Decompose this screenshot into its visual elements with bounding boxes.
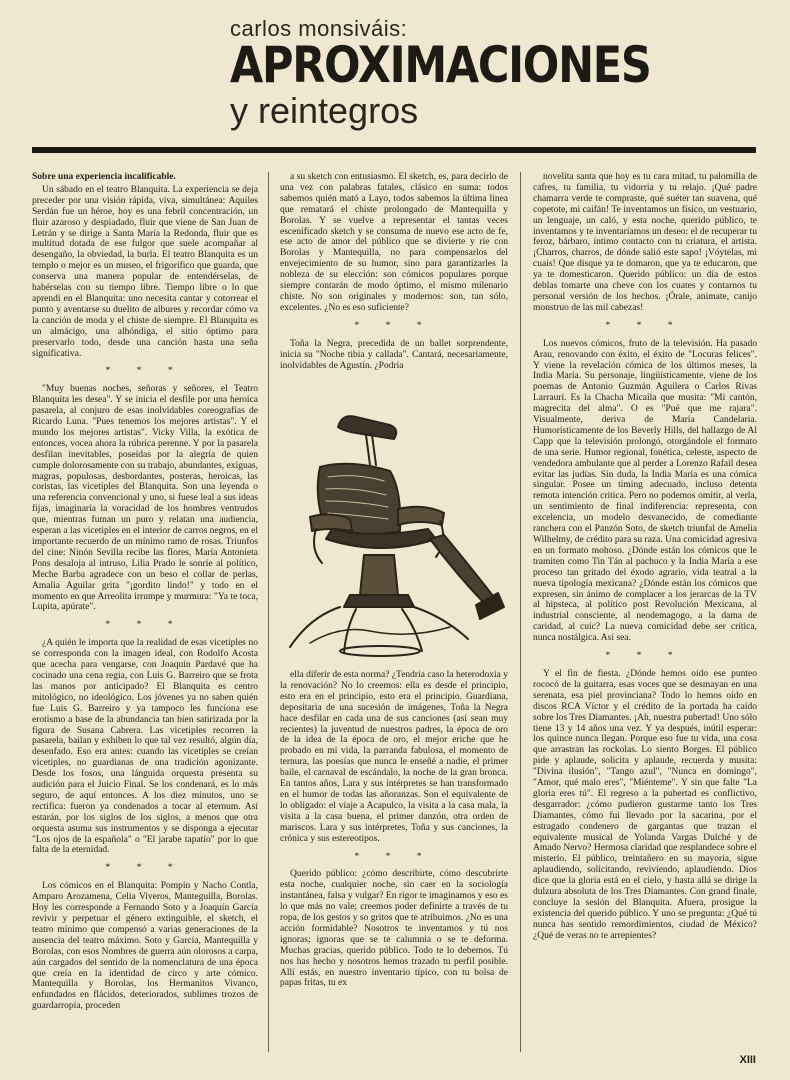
paragraph: Toña la Negra, precedida de un ballet sorprendente, inicia su "Noche tibia y callada". Cantará, necesariamente, inolvidables de Agustín. ¿Podría xyxy=(280,338,508,371)
column-2-top xyxy=(280,172,508,394)
paragraph: Querido público: ¿cómo describirte, cómo descubrirte esta noche, cualquier noche, sin caer en la sociología instantánea, falsa y vulgar? En rigor te imaginamos y eso es lo que más no vale; creemos poder definirte a través de tu ropa, de los gestos y so gritos que te atribuimos. ¿No es una acción formidable? Nosotros te inventamos y tú nos ignoras; ignoras que se te calumnia o se te deforma. Muchas gracias, querido público. Todo te lo debemos. Tú nos has hecho y nosotros hemos trazado tu perfil posible. Allí estás, en nuestro inventario típico, con tu bolsa de papas fritas, tu ex xyxy=(280,869,508,989)
paragraph: Un sábado en el teatro Blanquita. La experiencia se deja preceder por una visión rápida, viva, simultánea: Aquiles Serdán fue un héroe, hoy es una febril concentración, un fluir azaroso y despiadado, fluir que viene de San Juan de Letrán y se dirige a Santa María la Redonda, fluir que es multitud dotada de ese fulgor que suele acompañar al desengaño, la obviedad, la burla. El teatro Blanquita es un templo o mejor es un museo, el frigorífico que guarda, que conserva una manera popular de entendérselas, de habérselas con su tiempo libre. Tiempo libre o lo que aprendí en el Blanquita: uno necesita cantar y cotorrear el punto y aventarse su duelito de albures y recordar cómo va la canción de moda y el chiste de siempre. El Blanquita es un almácigo, una alhóndiga, el sitio óptimo para preservarlo todo, desde una canción hasta una seña significativa. xyxy=(32,184,258,359)
header-rule xyxy=(32,147,756,153)
author-name: carlos monsiváis: xyxy=(230,16,408,41)
section-separator: * * * xyxy=(354,851,434,862)
article-subtitle: y reintegros xyxy=(230,90,419,131)
article-header xyxy=(230,18,770,130)
paragraph: Los cómicos en el Blanquita: Pompín y Nacho Contla, Amparo Arozamena, Celia Viveros, Manteguilla, Borolas. Hoy les corresponde a Fernando Soto y a Joaquín García revivir y perpetuar el género extinguible, el sketch, el teatro mínimo que compensó a varias generaciones de la ausencia del teatro máximo. Soto y García, Mantequilla y Borolas, con esos Nombres de guerra aún olorosos a carpa, aún cargados del sentido de la nomenclatura de una época que creía en la identidad de circo y arte cómico. Mantequilla y Borolas, los Hermanitos Vivanco, enfundados en flácidos, deteriorados, sublimes trozos de guardarropía, proceden xyxy=(32,881,258,1012)
section-separator: * * * xyxy=(105,366,185,377)
page-number: XIII xyxy=(739,1054,756,1066)
column-2-bottom xyxy=(280,670,508,1060)
paragraph: Y el fin de fiesta. ¿Dónde hemos oído ese punteo rococó de la guitarra, esas voces que se desmayan en una serenata, esa piel provinciana? Todo lo hemos oído en discos RCA Víctor y el crédito de la portada ha caído sobre los Tres Diamantes. ¡Ah, nuestra pubertad! Uno sólo tiene 13 y 14 años una vez. Y ya después, inútil esperar: los quince nunca llegan. Porque eso fue tu vida, una cosa que arrastran las rockolas. Lo siento Borges. El público pide y aplaude, solicita y aplaude, recuerda y musita: "Divina ilusión", "Tango azul", "Nunca en domingo", "Amor, qué malo eres", "Miénteme". Y sin que falte "La gloria eres tú". El regreso a la pubertad es conflictivo, desgarrador: ¿cómo pudieron gustarme tanto los Tres Diamantes, cómo fui llevado por la sacarina, por el estragado condenero de gargantas que trazan el equivalente musical de Yolanda Vargas Dulché y de Amado Nervo? Hermosa claridad que resplandece sobre el misterio. El público, treintañero en su mayoría, sigue aplaudiendo, solicitando, reviviendo, aplaudiendo. Dios dice que la gloria está en el cielo, y hasta allá se dirige la dulzura absoluta de los Tres Diamantes. Con grand finale, concluye la sesión del Blanquita. Afuera, prosigue la existencia del querido público. Y uno se pregunta: ¿Qué tú nunca has sentido remordimientos, ciudad de México? ¿Qué de veras no te arrepientes? xyxy=(533,668,757,941)
barber-chair-illustration xyxy=(280,405,508,660)
section-heading: Sobre una experiencia incalificable. xyxy=(32,172,176,182)
paragraph: Los nuevos cómicos, fruto de la televisión. Ha pasado Arau, renovando con éxito, el éxito de "Locuras felices". Y viene la revelación cómica de los últimos meses, la India María. Su personaje, lingüísticamente, viene de los poemas de Antonio Guzmán Aguilera o Carlos Rivas Larrauri. Es la Chacha Micaila que musita: "Mi cantón, magrecita del alma". O es "Pué que me rajara". Visualmente, deriva de María Candelaria. Humorísticamente de los Beverly Hills, del hallazgo de Al Capp que la televisión prolongó, otorgándole el formato de una serie. Humor regional, fonética, celeste, aspecto de vendedora ambulante que al perder a Lorenzo Rafail desea evitar las judías. Sin duda, la India María es una cómica singular. Posee un timing adecuado, incluso detenta remota intención crítica. Pero no podemos omitir, al verla, un sentimiento de final indiferencia: representa, con excelencia, un modelo desvanecido, de comediante ranchera con el Panzón Soto, de sketch triunfal de Amelia Wilhelmy, de crédito para su raza. Una comicidad agresiva en un formato mohoso. ¿Dónde están los cómicos que le tramiten como Tin Tán al pachuco y la India María a ese proceso tan gritado del éxodo agrario, vida teatral a la nueva tipología mexicana? ¿Dónde están los cómicos que expresen, sin ánimo de complacer a los jerarcas de la TV al hipsteca, al político post Revolución Mexicana, al industrial consciente, al neodemagogo, a la dama de caridad, al cuic? La nueva comicidad debe ser crítica, nunca nostálgica. Así sea. xyxy=(533,338,757,644)
section-separator: * * * xyxy=(354,320,434,331)
section-separator: * * * xyxy=(605,320,685,331)
paragraph: ella diferir de esta norma? ¿Tendría caso la heterodoxia y la renovación? No lo creemos: ella es desde el principio, esto era en el principio, esto era el principio. Guardiana, depositaria de una sucesión de imágenes, Toña la Negra hace desfilar en cada una de sus canciones (así sean muy recientes) la juventud de nuestros padres, la época de oro de la idea de la época de oro, el mejor eriche que he probado en mi vida, la parranda fabulosa, el momento de ternura, las poesías que nunca le enseñé a nadie, el primer baile, el carnaval de escándalo, la noche de la gran bronca. En tantos años, Lara y sus intérpretes se han transformado en el humor de todas las añoranzas. Son el equivalente de lo obligado: el viaje a Acapulco, la visita a la casa mala, la visita a la casa buena, el primer danzón, otra orden de mariscos. Lara y sus intérpretes, Toña y sus canciones, la crónica y sus estereotipos. xyxy=(280,670,508,844)
column-divider-1 xyxy=(268,172,269,1052)
column-divider-2 xyxy=(520,172,521,1052)
section-separator: * * * xyxy=(605,651,685,662)
paragraph: novelita santa que hoy es tu cara mitad, tu palomilla de cafres, tu familia, tu vidorria y tu relajo. ¡Qué padre chamarra verde te compraste, qué suéter tan suavena, qué copetote, mi caifán! Te inventamos un físico, un vestuario, un lenguaje, un caló, y esta noche, querido público, te inventamos y te inventaríamos un deseo: el de recuperar tu feroz, bárbaro, íntimo contacto con tu criatura, el artista. ¡Charros, charros, de dónde salió este sapo! ¡Vóytelas, mi cuais! Que disque ya te domaron, que ya te educaron, que ya te domesticaron. Querido público: un día de estos deblas tomarte una cheve con los cuates y contarnos tu personal versión de los hechos. ¡Órale, animate, canijo monstruo de las mil cabezas! xyxy=(533,172,757,313)
paragraph: "Muy buenas noches, señoras y señores, el Teatro Blanquita les desea". Y se inicia el desfile por una heroica pasarela, al conjuro de esas inolvidables coreografías de Ricardo Luna. "Pues tenemos los mejores artistas". Y el mundo los mejores artistas". Vicky Villa, la exótica de entonces, vocea ahora la rúbrica perenne. Y por la pasarela desfilan inevitables, poseídas por la alegría de quien cumple dolorosamente con su trabajo, abundantes, exiguas, magras, populosas, desbordantes, posteras, heroicas, las coristas, las vicetiples del Blanquita. Son una leyenda o una referencia convencional y uno, si fuese leal a sus ideas fijas, imaginaría la voracidad de los hombres ventrudos que, mientras fuman un puro y relatan una audiencia, esperan a las vicetiples en el interior de carros negros, en el importante recuerdo de un mínimo ramo de rosas. Triunfos del cine: Ninón Sevilla recibe las flores, María Antonieta Pons desaloja al intruso, Lilia Prado le sonríe al político, Meche Barba agradece con un beso el collar de perlas, Amalia Aguilar grita "¡gordito lindo!" y todo en el momento en que Arreolita irrumpe y murmura: "Ya te toca, Lupita, apúrate". xyxy=(32,384,258,613)
column-1 xyxy=(32,172,258,1052)
column-3 xyxy=(533,172,757,1060)
article-title: APROXIMACIONES xyxy=(230,36,651,94)
paragraph: a su sketch con entusiasmo. El sketch, es, para decirlo de una vez con palabras fatales, clásico en suma: todos sabemos quién mató a Layo, todos sabemos la última línea que rematará el chiste prolongado de Mantequilla y Borolas. Y se vuelve a representar el tantas veces escenificado sketch y se consuma de nuevo ese acto de fe, ese acto de amor del público que se divierte y ríe con Borolas y Mantequilla, no para compensarlos del envejecimiento de su humor, sino para garantizarles la nobleza de su elección: son cómicos populares porque siempre contarán de modo óptimo, el mismo milenario chiste. No son originales y modernos: son, tan sólo, excelentes. ¿No es eso suficiente? xyxy=(280,172,508,313)
section-separator: * * * xyxy=(105,863,185,874)
section-separator: * * * xyxy=(105,620,185,631)
paragraph: ¿A quién le importa que la realidad de esas vicetiples no se corresponda con la imagen ideal, con Rodolfo Acosta que acecha para vengarse, con Joaquín Pardavé que ha cocinado una cena regia, con Luis G. Barreiro que se frota las manos por anticipado? El Blanquita es centro mitológico, no ideológico. Los jóvenes ya no saben quién fue Luis G. Barreiro y ya tampoco les funciona ese erotismo a base de la abundancia tan bien satirizada por la figura de Susana Cabrera. Las vicetiples recorren la pasarela, bailan y exhiben lo que tal vez resultó, algún día, desenfado. Eso era antes: cuando las vicetiples se creían vicetiples, no guardianas de una tradición agonizante. Desde los fosos, una lánguida orquesta presenta su audición para el Juicio Final. Se los condenará, es lo más seguro, de aquí entonces. A los diez minutos, uno se rectifica: fueron ya condenados a tocar al eternum. Así estarán, por los siglos de los siglos, a menos que otra orquesta asuma sus instrumentos y se disponga a ejecutar "Los ojos de la española" o "El jarabe tapatío" por lo que falta de la eternidad. xyxy=(32,638,258,856)
